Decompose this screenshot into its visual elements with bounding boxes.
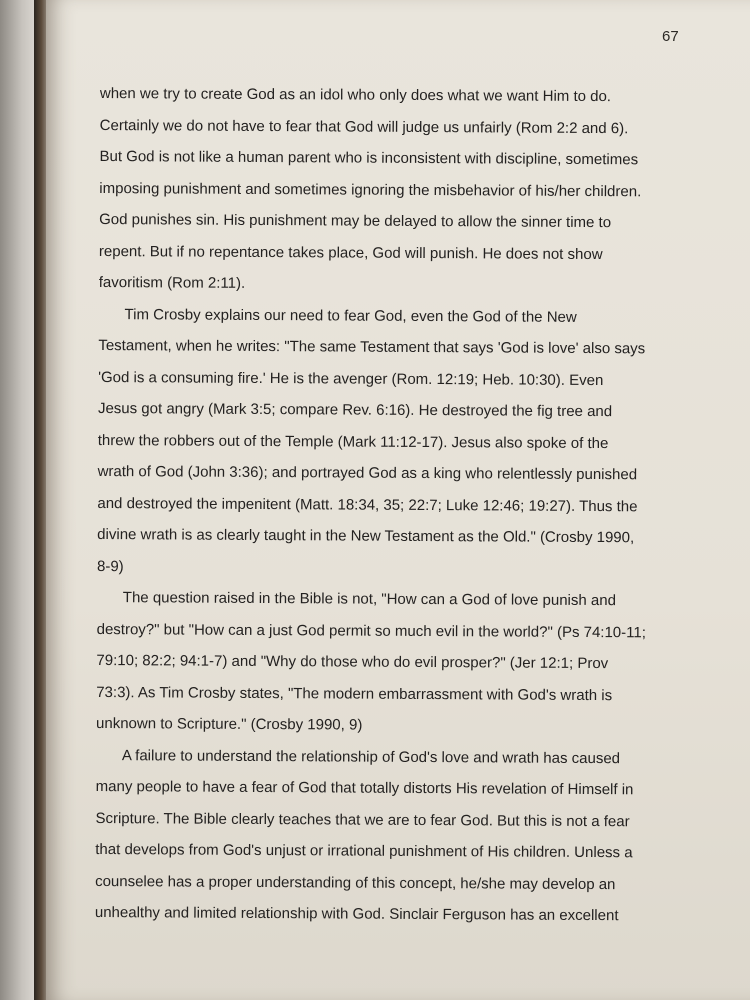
text-line: 'God is a consuming fire.' He is the avenger (Rom. 12:19; Heb. 10:30). Even bbox=[98, 368, 604, 389]
text-line: many people to have a fear of God that totally distorts His revelation of Himself in bbox=[95, 777, 634, 799]
text-line: A failure to understand the relationship of God's love and wrath has caused bbox=[121, 746, 621, 767]
text-line: Certainly we do not have to fear that God will judge us unfairly (Rom 2:2 and 6). bbox=[99, 116, 629, 137]
text-line: divine wrath is as clearly taught in the New Testament as the Old." (Crosby 1990, bbox=[97, 525, 635, 547]
text-line: But God is not like a human parent who is inconsistent with discipline, sometimes bbox=[99, 147, 639, 169]
text-line: Testament, when he writes: "The same Testament that says 'God is love' also says bbox=[98, 336, 646, 358]
text-line: that develops from God's unjust or irrational punishment of His children. Unless a bbox=[95, 840, 633, 862]
text-line: The question raised in the Bible is not, "How can a God of love punish and bbox=[122, 589, 616, 610]
text-line: unknown to Scripture." (Crosby 1990, 9) bbox=[96, 714, 363, 734]
text-line: 79:10; 82:2; 94:1-7) and "Why do those who do evil prosper?" (Jer 12:1; Prov bbox=[96, 651, 609, 673]
text-line: repent. But if no repentance takes place, God will punish. He does not show bbox=[98, 242, 603, 263]
text-line: and destroyed the impenitent (Matt. 18:34, 35; 22:7; Luke 12:46; 19:27). Thus the bbox=[97, 494, 638, 515]
text-line: God punishes sin. His punishment may be delayed to allow the sinner time to bbox=[99, 210, 612, 232]
text-line: when we try to create God as an idol who only does what we want Him to do. bbox=[99, 84, 612, 106]
text-line: favoritism (Rom 2:11). bbox=[98, 273, 246, 292]
text-line: wrath of God (John 3:36); and portrayed God as a king who relentlessly punished bbox=[97, 462, 638, 484]
text-line: Jesus got angry (Mark 3:5; compare Rev. 6:16). He destroyed the fig tree and bbox=[97, 399, 613, 421]
text-line: 73:3). As Tim Crosby states, "The modern embarrassment with God's wrath is bbox=[96, 683, 613, 704]
text-line: counselee has a proper understanding of this concept, he/she may develop an bbox=[95, 872, 616, 893]
text-line: Scripture. The Bible clearly teaches that we are to fear God. But this is not a fear bbox=[95, 809, 630, 830]
text-line: Tim Crosby explains our need to fear God, even the God of the New bbox=[124, 305, 577, 326]
text-line: unhealthy and limited relationship with God. Sinclair Ferguson has an excellent bbox=[94, 903, 619, 925]
page-number: 67 bbox=[662, 28, 679, 45]
book-page bbox=[46, 0, 750, 1000]
page-body-text bbox=[95, 78, 690, 932]
text-line: threw the robbers out of the Temple (Mark 11:12-17). Jesus also spoke of the bbox=[97, 431, 609, 452]
text-line: destroy?" but "How can a just God permit so much evil in the world?" (Ps 74:10-11; bbox=[96, 620, 646, 641]
text-line: 8-9) bbox=[96, 557, 124, 575]
text-line: imposing punishment and sometimes ignoring the misbehavior of his/her children. bbox=[99, 179, 642, 200]
